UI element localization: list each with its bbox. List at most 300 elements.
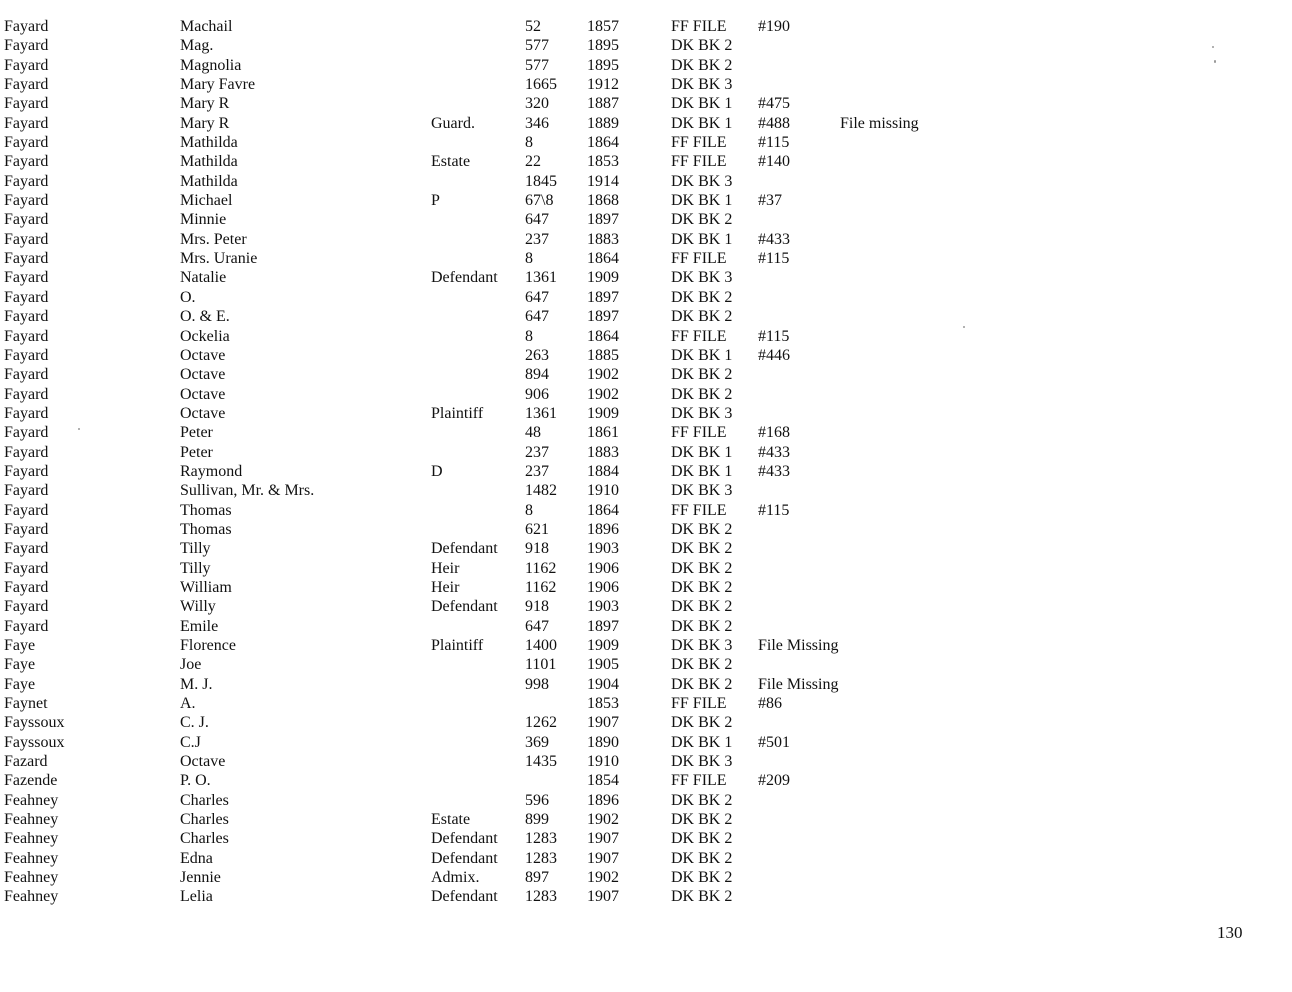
book-cell: DK BK 1 bbox=[671, 443, 733, 461]
page-ref-cell: 1283 bbox=[525, 830, 557, 848]
table-row bbox=[4, 385, 1000, 404]
role-cell bbox=[431, 56, 525, 75]
role-cell bbox=[431, 94, 525, 113]
given-name-cell: C.J bbox=[180, 733, 201, 751]
role-cell: Heir bbox=[431, 559, 460, 577]
page-ref-cell: 8 bbox=[525, 134, 533, 152]
role-cell bbox=[431, 752, 525, 771]
note-cell bbox=[840, 810, 1000, 829]
role-cell bbox=[431, 791, 525, 810]
scan-speck bbox=[1212, 46, 1214, 48]
given-name-cell: Mrs. Peter bbox=[180, 230, 247, 248]
table-row bbox=[4, 791, 1000, 810]
file-number-cell: #37 bbox=[758, 192, 782, 210]
given-name-cell: Tilly bbox=[180, 540, 211, 558]
year-cell: 1884 bbox=[587, 462, 619, 480]
table-row bbox=[4, 752, 1000, 771]
surname-cell: Fayard bbox=[4, 230, 49, 248]
book-cell: DK BK 2 bbox=[671, 540, 733, 558]
book-cell: DK BK 2 bbox=[671, 598, 733, 616]
note-cell bbox=[840, 423, 1000, 442]
note-cell bbox=[840, 56, 1000, 75]
role-cell bbox=[431, 210, 525, 229]
year-cell: 1885 bbox=[587, 346, 619, 364]
given-name-cell: Mary R bbox=[180, 114, 230, 132]
table-row bbox=[4, 675, 1000, 694]
note-cell bbox=[840, 829, 1000, 848]
role-cell: Defendant bbox=[431, 830, 498, 848]
page-ref-cell: 1435 bbox=[525, 753, 557, 771]
surname-cell: Fayard bbox=[4, 598, 49, 616]
surname-cell: Fayssoux bbox=[4, 733, 65, 751]
given-name-cell: Charles bbox=[180, 791, 229, 809]
book-cell: DK BK 2 bbox=[671, 656, 733, 674]
surname-cell: Fayard bbox=[4, 172, 49, 190]
page-ref-cell: 1361 bbox=[525, 269, 557, 287]
surname-cell: Feahney bbox=[4, 830, 59, 848]
surname-cell: Fayard bbox=[4, 114, 49, 132]
surname-cell: Feahney bbox=[4, 811, 59, 829]
year-cell: 1897 bbox=[587, 288, 619, 306]
page-ref-cell: 1482 bbox=[525, 482, 557, 500]
book-cell: DK BK 2 bbox=[671, 888, 733, 906]
book-cell: DK BK 2 bbox=[671, 308, 733, 326]
table-row bbox=[4, 617, 1000, 636]
book-cell: DK BK 1 bbox=[671, 462, 733, 480]
file-number-cell bbox=[758, 268, 840, 287]
surname-cell: Feahney bbox=[4, 849, 59, 867]
surname-cell: Fayard bbox=[4, 520, 49, 538]
page-ref-cell: 906 bbox=[525, 385, 549, 403]
file-number-cell bbox=[758, 810, 840, 829]
given-name-cell: Peter bbox=[180, 443, 213, 461]
book-cell: DK BK 1 bbox=[671, 230, 733, 248]
file-number-cell bbox=[758, 288, 840, 307]
book-cell: DK BK 2 bbox=[671, 578, 733, 596]
book-cell: FF FILE bbox=[671, 18, 727, 35]
role-cell bbox=[431, 327, 525, 346]
year-cell: 1864 bbox=[587, 134, 619, 152]
page-ref-cell: 1665 bbox=[525, 76, 557, 94]
role-cell bbox=[431, 17, 525, 36]
note-cell bbox=[840, 268, 1000, 287]
note-cell bbox=[840, 404, 1000, 423]
scan-speck bbox=[78, 428, 80, 430]
year-cell: 1902 bbox=[587, 366, 619, 384]
surname-cell: Fayard bbox=[4, 443, 49, 461]
year-cell: 1903 bbox=[587, 540, 619, 558]
note-cell bbox=[840, 133, 1000, 152]
year-cell: 1896 bbox=[587, 520, 619, 538]
note-cell bbox=[840, 75, 1000, 94]
note-cell bbox=[840, 675, 1000, 694]
page-ref-cell: 1262 bbox=[525, 714, 557, 732]
table-row bbox=[4, 655, 1000, 674]
note-cell: File missing bbox=[840, 114, 919, 132]
note-cell bbox=[840, 887, 1000, 906]
book-cell: DK BK 2 bbox=[671, 811, 733, 829]
file-number-cell bbox=[758, 617, 840, 636]
note-cell bbox=[840, 36, 1000, 55]
file-number-cell: #475 bbox=[758, 95, 790, 113]
surname-cell: Fayard bbox=[4, 76, 49, 94]
file-number-cell bbox=[758, 307, 840, 326]
surname-cell: Fazard bbox=[4, 753, 48, 771]
file-number-cell: #86 bbox=[758, 695, 782, 713]
role-cell bbox=[431, 346, 525, 365]
given-name-cell: Mathilda bbox=[180, 134, 238, 152]
table-row bbox=[4, 559, 1000, 578]
year-cell: 1907 bbox=[587, 714, 619, 732]
page-ref-cell: 237 bbox=[525, 462, 549, 480]
role-cell bbox=[431, 365, 525, 384]
year-cell: 1907 bbox=[587, 849, 619, 867]
note-cell bbox=[840, 327, 1000, 346]
year-cell: 1907 bbox=[587, 888, 619, 906]
note-cell bbox=[840, 578, 1000, 597]
note-cell bbox=[840, 462, 1000, 481]
file-number-cell: #488 bbox=[758, 114, 790, 132]
given-name-cell: Tilly bbox=[180, 559, 211, 577]
table-row bbox=[4, 733, 1000, 752]
given-name-cell: Willy bbox=[180, 598, 216, 616]
table-row bbox=[4, 365, 1000, 384]
file-number-cell bbox=[758, 829, 840, 848]
year-cell: 1883 bbox=[587, 230, 619, 248]
role-cell: Defendant bbox=[431, 598, 498, 616]
role-cell bbox=[431, 288, 525, 307]
page-ref-cell: 647 bbox=[525, 211, 549, 229]
surname-cell: Faye bbox=[4, 656, 36, 674]
book-cell: DK BK 2 bbox=[671, 366, 733, 384]
surname-cell: Fayard bbox=[4, 18, 49, 35]
surname-cell: Fazende bbox=[4, 772, 58, 790]
page-ref-cell: 647 bbox=[525, 308, 549, 326]
surname-cell: Feahney bbox=[4, 869, 59, 887]
given-name-cell: Mary Favre bbox=[180, 76, 256, 94]
surname-cell: Fayard bbox=[4, 95, 49, 113]
given-name-cell: Emile bbox=[180, 617, 219, 635]
book-cell: DK BK 1 bbox=[671, 346, 733, 364]
year-cell: 1897 bbox=[587, 617, 619, 635]
given-name-cell: Edna bbox=[180, 849, 213, 867]
note-cell bbox=[840, 791, 1000, 810]
book-cell: DK BK 3 bbox=[671, 269, 733, 287]
year-cell: 1853 bbox=[587, 695, 619, 713]
note-cell bbox=[840, 501, 1000, 520]
note-cell bbox=[840, 385, 1000, 404]
page-ref-cell bbox=[525, 694, 587, 713]
file-number-cell bbox=[758, 172, 840, 191]
page-ref-cell: 1845 bbox=[525, 172, 557, 190]
page-ref-cell: 1101 bbox=[525, 656, 557, 674]
note-cell bbox=[840, 172, 1000, 191]
page-ref-cell: 67\8 bbox=[525, 192, 554, 210]
year-cell: 1910 bbox=[587, 482, 619, 500]
year-cell: 1868 bbox=[587, 192, 619, 210]
role-cell: Defendant bbox=[431, 888, 498, 906]
book-cell: DK BK 2 bbox=[671, 617, 733, 635]
file-number-cell: #446 bbox=[758, 346, 790, 364]
year-cell: 1897 bbox=[587, 308, 619, 326]
file-number-cell bbox=[758, 868, 840, 887]
role-cell: Defendant bbox=[431, 540, 498, 558]
page-ref-cell: 52 bbox=[525, 18, 541, 35]
page-ref-cell: 320 bbox=[525, 95, 549, 113]
table-row bbox=[4, 94, 1000, 113]
table-row bbox=[4, 539, 1000, 558]
given-name-cell: Octave bbox=[180, 366, 226, 384]
given-name-cell: Minnie bbox=[180, 211, 227, 229]
role-cell bbox=[431, 423, 525, 442]
book-cell: DK BK 2 bbox=[671, 37, 733, 55]
year-cell: 1854 bbox=[587, 772, 619, 790]
note-cell bbox=[840, 559, 1000, 578]
note-cell bbox=[840, 849, 1000, 868]
file-number-cell bbox=[758, 404, 840, 423]
table-row bbox=[4, 17, 1000, 36]
note-cell bbox=[840, 307, 1000, 326]
book-cell: DK BK 2 bbox=[671, 559, 733, 577]
surname-cell: Fayssoux bbox=[4, 714, 65, 732]
page-ref-cell: 48 bbox=[525, 424, 541, 442]
year-cell: 1902 bbox=[587, 385, 619, 403]
given-name-cell: Octave bbox=[180, 346, 226, 364]
page-ref-cell: 894 bbox=[525, 366, 549, 384]
surname-cell: Fayard bbox=[4, 308, 49, 326]
file-number-cell: #115 bbox=[758, 250, 790, 268]
file-number-cell bbox=[758, 752, 840, 771]
table-row bbox=[4, 230, 1000, 249]
page-ref-cell: 647 bbox=[525, 288, 549, 306]
page-ref-cell: 1283 bbox=[525, 849, 557, 867]
role-cell: Defendant bbox=[431, 849, 498, 867]
table-row bbox=[4, 868, 1000, 887]
year-cell: 1864 bbox=[587, 250, 619, 268]
given-name-cell: P. O. bbox=[180, 772, 211, 790]
file-number-cell bbox=[758, 481, 840, 500]
surname-cell: Fayard bbox=[4, 327, 49, 345]
page-ref-cell: 237 bbox=[525, 230, 549, 248]
role-cell bbox=[431, 75, 525, 94]
book-cell: DK BK 2 bbox=[671, 288, 733, 306]
page-ref-cell: 918 bbox=[525, 540, 549, 558]
table-row bbox=[4, 636, 1000, 655]
table-row bbox=[4, 578, 1000, 597]
given-name-cell: Thomas bbox=[180, 501, 232, 519]
book-cell: DK BK 3 bbox=[671, 76, 733, 94]
book-cell: DK BK 3 bbox=[671, 482, 733, 500]
book-cell: DK BK 2 bbox=[671, 714, 733, 732]
book-cell: DK BK 2 bbox=[671, 520, 733, 538]
note-cell bbox=[840, 481, 1000, 500]
given-name-cell: Peter bbox=[180, 424, 213, 442]
given-name-cell: Octave bbox=[180, 385, 226, 403]
table-row bbox=[4, 172, 1000, 191]
note-cell bbox=[840, 655, 1000, 674]
page-ref-cell: 918 bbox=[525, 598, 549, 616]
table-row bbox=[4, 849, 1000, 868]
role-cell bbox=[431, 249, 525, 268]
table-row bbox=[4, 210, 1000, 229]
note-cell bbox=[840, 94, 1000, 113]
surname-cell: Fayard bbox=[4, 37, 49, 55]
table-row bbox=[4, 423, 1000, 442]
given-name-cell: Mathilda bbox=[180, 172, 238, 190]
note-cell bbox=[840, 597, 1000, 616]
given-name-cell: Raymond bbox=[180, 462, 243, 480]
page-ref-cell: 1361 bbox=[525, 404, 557, 422]
page-ref-cell: 237 bbox=[525, 443, 549, 461]
book-cell: DK BK 3 bbox=[671, 753, 733, 771]
surname-cell: Fayard bbox=[4, 385, 49, 403]
book-cell: DK BK 1 bbox=[671, 114, 733, 132]
note-cell bbox=[840, 539, 1000, 558]
note-cell bbox=[840, 152, 1000, 171]
role-cell bbox=[431, 694, 525, 713]
page-ref-cell: 22 bbox=[525, 153, 541, 171]
note-cell bbox=[840, 713, 1000, 732]
role-cell: Plaintiff bbox=[431, 637, 484, 654]
file-number-cell bbox=[758, 578, 840, 597]
index-table-body bbox=[4, 17, 1000, 907]
page-ref-cell: 8 bbox=[525, 327, 533, 345]
year-cell: 1903 bbox=[587, 598, 619, 616]
table-row bbox=[4, 307, 1000, 326]
given-name-cell: Mary R bbox=[180, 95, 230, 113]
file-number-cell bbox=[758, 36, 840, 55]
table-row bbox=[4, 249, 1000, 268]
year-cell: 1890 bbox=[587, 733, 619, 751]
file-number-cell: File Missing bbox=[758, 637, 839, 654]
table-row bbox=[4, 114, 1000, 133]
book-cell: DK BK 2 bbox=[671, 791, 733, 809]
role-cell: Estate bbox=[431, 811, 471, 829]
book-cell: FF FILE bbox=[671, 327, 727, 345]
file-number-cell: #433 bbox=[758, 230, 790, 248]
role-cell bbox=[431, 307, 525, 326]
file-number-cell bbox=[758, 365, 840, 384]
book-cell: DK BK 2 bbox=[671, 385, 733, 403]
table-row bbox=[4, 810, 1000, 829]
role-cell bbox=[431, 655, 525, 674]
scan-speck bbox=[1214, 60, 1216, 63]
table-row bbox=[4, 481, 1000, 500]
book-cell: DK BK 1 bbox=[671, 192, 733, 210]
given-name-cell: Joe bbox=[180, 656, 202, 674]
role-cell bbox=[431, 501, 525, 520]
file-number-cell: #209 bbox=[758, 772, 790, 790]
year-cell: 1857 bbox=[587, 18, 619, 35]
table-row bbox=[4, 887, 1000, 906]
table-row bbox=[4, 56, 1000, 75]
book-cell: DK BK 3 bbox=[671, 404, 733, 422]
surname-cell: Fayard bbox=[4, 501, 49, 519]
year-cell: 1883 bbox=[587, 443, 619, 461]
table-row bbox=[4, 327, 1000, 346]
page-ref-cell: 596 bbox=[525, 791, 549, 809]
role-cell bbox=[431, 675, 525, 694]
given-name-cell: Machail bbox=[180, 18, 233, 35]
given-name-cell: Thomas bbox=[180, 520, 232, 538]
page-ref-cell: 1400 bbox=[525, 637, 557, 654]
year-cell: 1897 bbox=[587, 211, 619, 229]
role-cell bbox=[431, 617, 525, 636]
surname-cell: Fayard bbox=[4, 617, 49, 635]
surname-cell: Faynet bbox=[4, 695, 48, 713]
note-cell bbox=[840, 443, 1000, 462]
role-cell bbox=[431, 385, 525, 404]
surname-cell: Feahney bbox=[4, 791, 59, 809]
surname-cell: Fayard bbox=[4, 366, 49, 384]
page-ref-cell: 8 bbox=[525, 250, 533, 268]
file-number-cell bbox=[758, 713, 840, 732]
year-cell: 1902 bbox=[587, 811, 619, 829]
role-cell bbox=[431, 443, 525, 462]
role-cell: Guard. bbox=[431, 114, 475, 132]
table-row bbox=[4, 404, 1000, 423]
table-row bbox=[4, 771, 1000, 790]
scan-speck bbox=[963, 326, 965, 328]
given-name-cell: Mag. bbox=[180, 37, 214, 55]
page-ref-cell: 998 bbox=[525, 675, 549, 693]
year-cell: 1861 bbox=[587, 424, 619, 442]
file-number-cell bbox=[758, 559, 840, 578]
file-number-cell bbox=[758, 75, 840, 94]
given-name-cell: Florence bbox=[180, 637, 236, 654]
surname-cell: Faye bbox=[4, 637, 36, 654]
role-cell: Admix. bbox=[431, 869, 480, 887]
page-ref-cell: 1162 bbox=[525, 559, 557, 577]
page-ref-cell: 346 bbox=[525, 114, 549, 132]
year-cell: 1864 bbox=[587, 327, 619, 345]
book-cell: FF FILE bbox=[671, 134, 727, 152]
role-cell bbox=[431, 733, 525, 752]
file-number-cell bbox=[758, 849, 840, 868]
role-cell: Defendant bbox=[431, 269, 498, 287]
table-row bbox=[4, 75, 1000, 94]
file-number-cell: #433 bbox=[758, 443, 790, 461]
book-cell: FF FILE bbox=[671, 772, 727, 790]
surname-cell: Feahney bbox=[4, 888, 59, 906]
surname-cell: Fayard bbox=[4, 404, 49, 422]
year-cell: 1906 bbox=[587, 559, 619, 577]
file-number-cell bbox=[758, 539, 840, 558]
file-number-cell bbox=[758, 385, 840, 404]
page-ref-cell: 1162 bbox=[525, 578, 557, 596]
file-number-cell: #168 bbox=[758, 424, 790, 442]
year-cell: 1914 bbox=[587, 172, 619, 190]
book-cell: FF FILE bbox=[671, 250, 727, 268]
page-ref-cell: 621 bbox=[525, 520, 549, 538]
page-ref-cell: 897 bbox=[525, 869, 549, 887]
file-number-cell: #433 bbox=[758, 462, 790, 480]
role-cell: P bbox=[431, 192, 440, 210]
note-cell bbox=[840, 694, 1000, 713]
year-cell: 1909 bbox=[587, 404, 619, 422]
note-cell bbox=[840, 288, 1000, 307]
page-ref-cell: 577 bbox=[525, 37, 549, 55]
note-cell bbox=[840, 210, 1000, 229]
note-cell bbox=[840, 868, 1000, 887]
role-cell: Plaintiff bbox=[431, 404, 484, 422]
year-cell: 1910 bbox=[587, 753, 619, 771]
year-cell: 1887 bbox=[587, 95, 619, 113]
role-cell bbox=[431, 133, 525, 152]
book-cell: DK BK 1 bbox=[671, 95, 733, 113]
table-row bbox=[4, 191, 1000, 210]
given-name-cell: Jennie bbox=[180, 869, 221, 887]
